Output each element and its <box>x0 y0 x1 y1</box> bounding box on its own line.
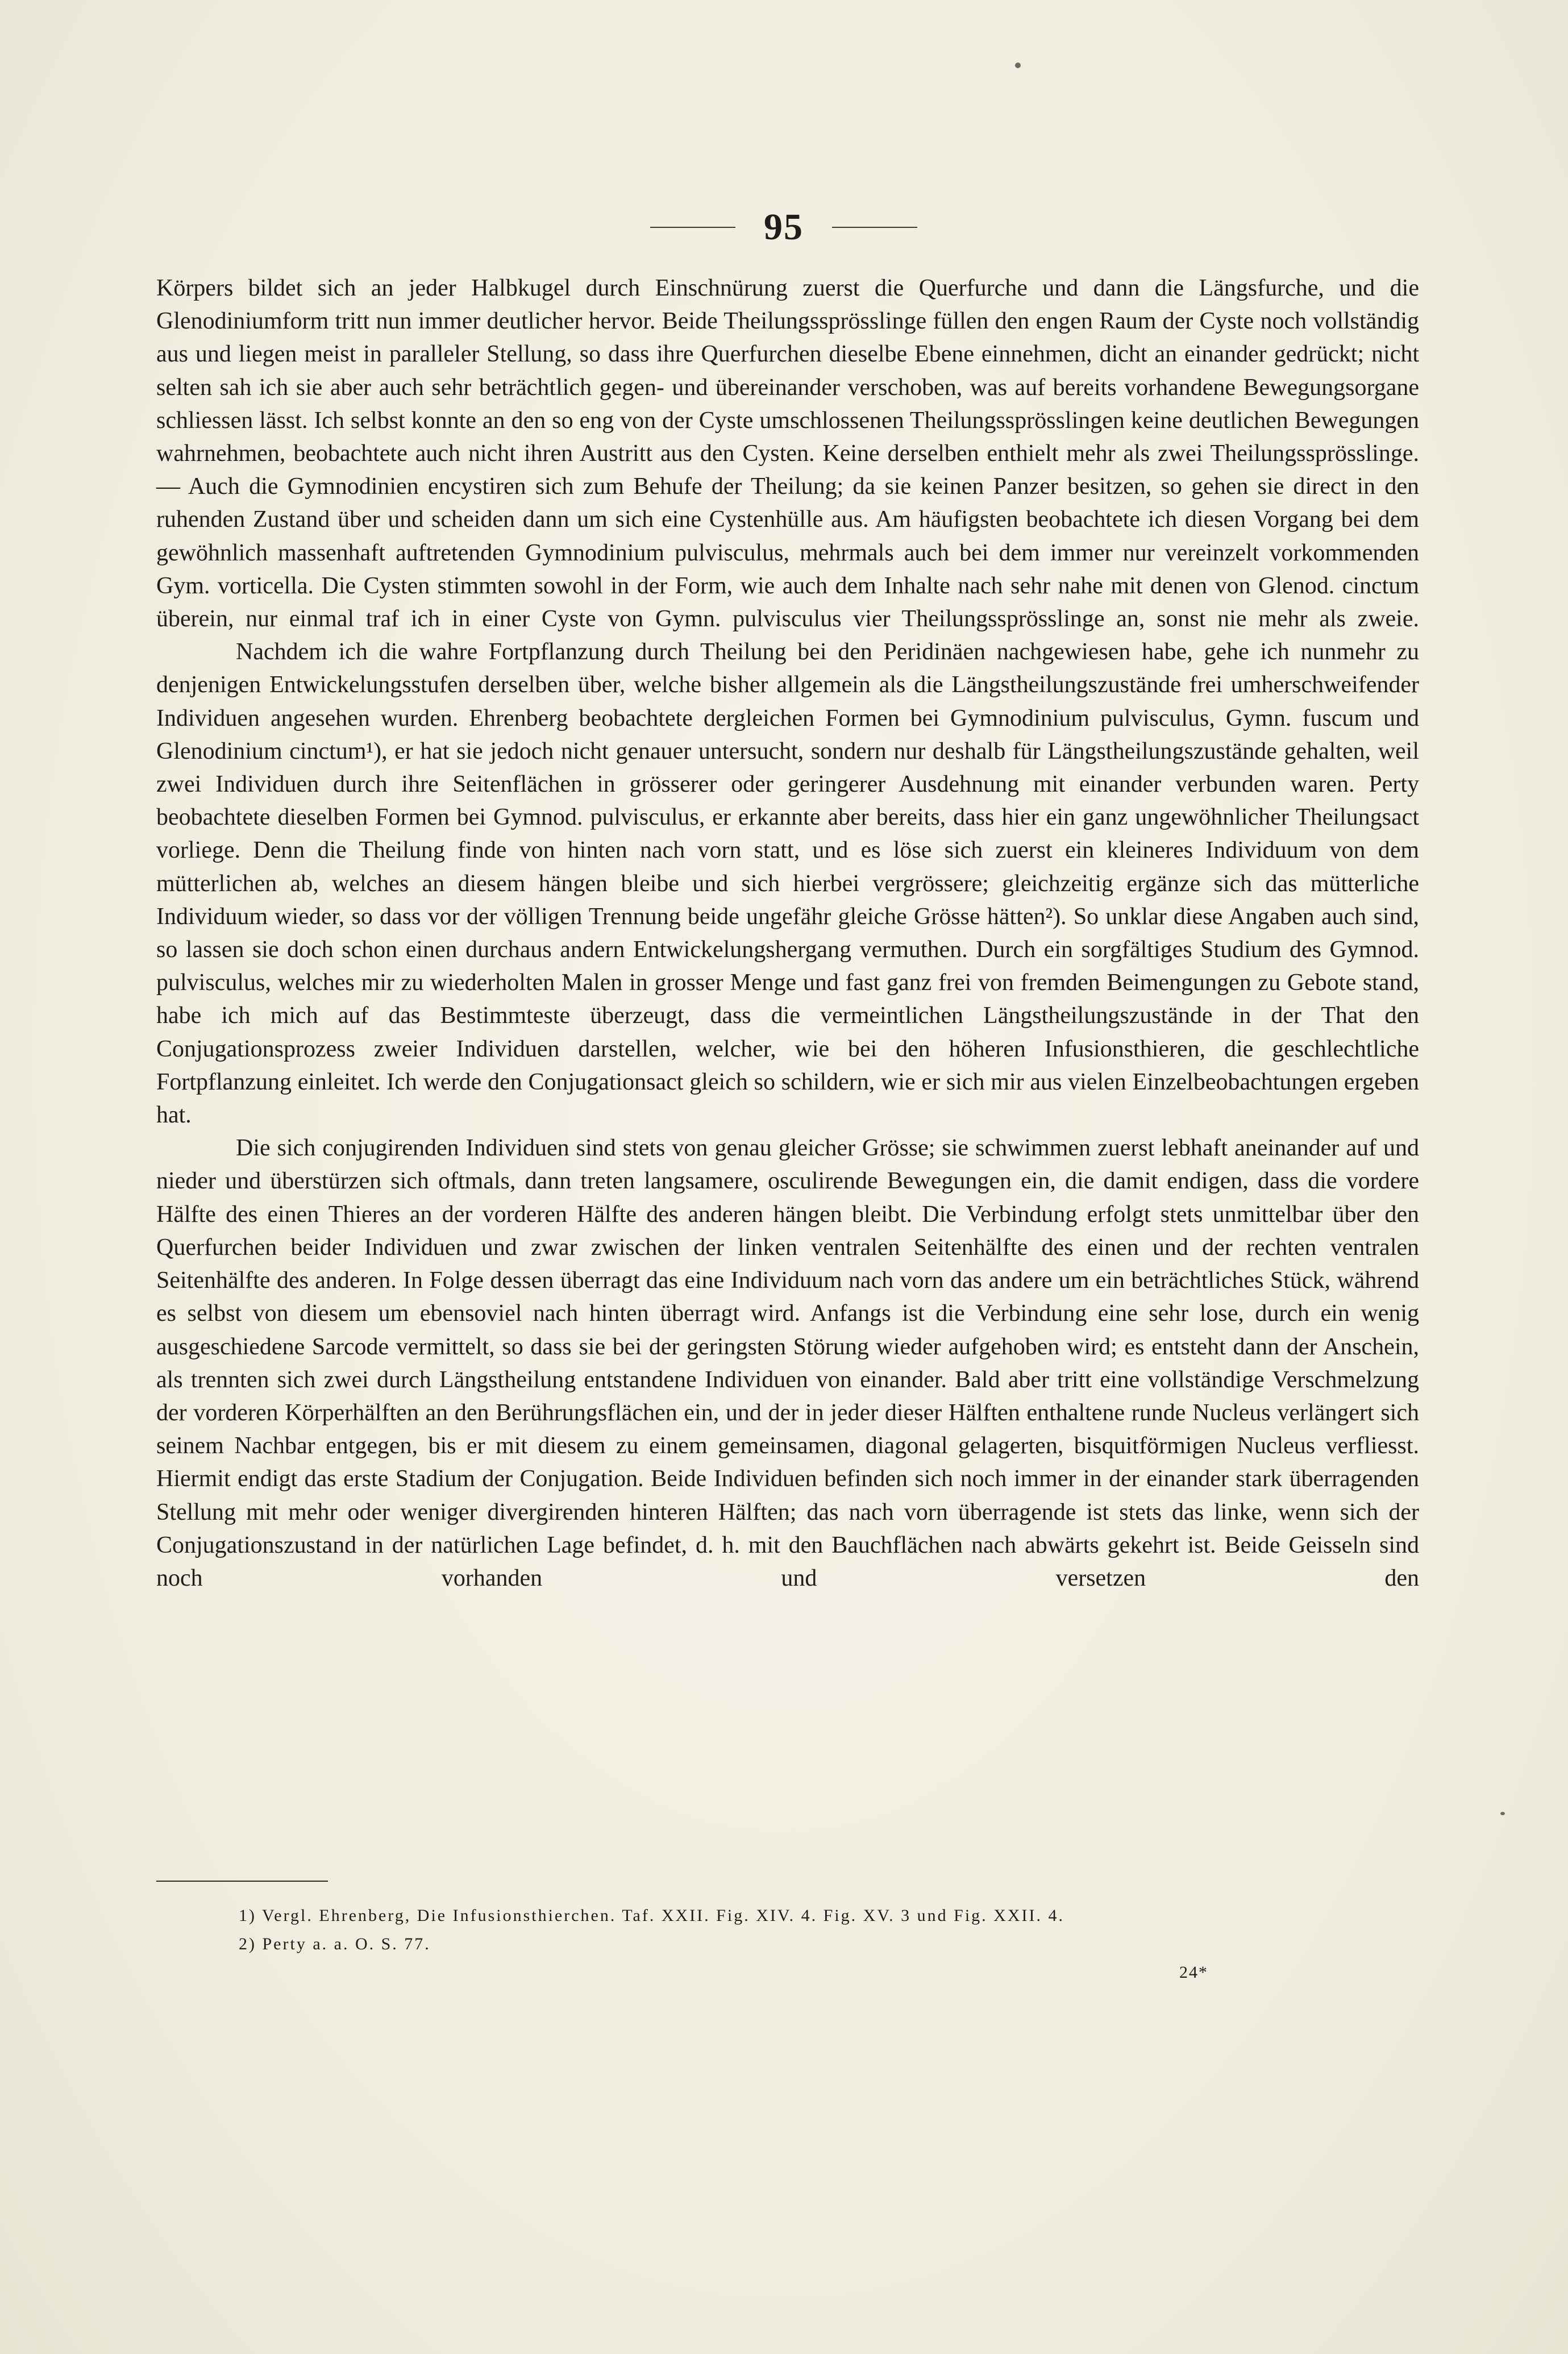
footnote-2: 2) Perty a. a. O. S. 77. <box>239 1935 431 1953</box>
paragraph-conjugation-intro: Nachdem ich die wahre Fortpflanzung durch Theilung bei den Peridinäen nachgewiesen habe, gehe ich nunmehr zu denjenigen Entwickelungsstufen derselben über, welche bisher allgemein als die Längstheilungszustände frei umherschweifender Individuen angesehen wurden. Ehrenberg beobachtete dergleichen Formen bei Gymnodinium pulvisculus, Gymn. fuscum und Glenodinium cinctum¹), er hat sie jedoch nicht genauer untersucht, sondern nur deshalb für Längstheilungszustände gehalten, weil zwei Individuen durch ihre Seitenflächen in grösserer oder geringerer Ausdehnung mit einander verbunden waren. Perty beobachtete dieselben Formen bei Gymnod. pulvisculus, er erkannte aber bereits, dass hier ein ganz ungewöhnlicher Theilungsact vorliege. Denn die Theilung finde von hinten nach vorn statt, und es löse sich zuerst ein kleineres Individuum von dem mütterlichen ab, welches an diesem hängen bleibe und sich hierbei vergrössere; gleichzeitig ergänze sich das mütterliche Individuum wieder, so dass vor der völligen Trennung beide ungefähr gleiche Grösse hätten²). So unklar diese Angaben auch sind, so lassen sie doch schon einen durchaus andern Entwickelungshergang vermuthen. Durch ein sorgfältiges Studium des Gymnod. pulvisculus, welches mir zu wiederholten Malen in grosser Menge und fast ganz frei von fremden Beimengungen zu Gebote stand, habe ich mich auf das Bestimmteste überzeugt, dass die vermeintlichen Längstheilungszustände in der That den Conjugationsprozess zweier Individuen darstellen, welcher, wie bei den höheren Infusionsthieren, die geschlechtliche Fortpflanzung einleitet. Ich werde den Conjugationsact gleich so schildern, wie er sich mir aus vielen Einzelbeobachtungen ergeben hat. <box>156 639 1419 1129</box>
paragraph-conjugation-description: Die sich conjugirenden Individuen sind stets von genau gleicher Grösse; sie schwimmen zuerst lebhaft aneinander auf und nieder und überstürzen sich oftmals, dann treten langsamere, osculirende Bewegungen ein, die damit endigen, dass die vordere Hälfte des einen Thieres an der vorderen Hälfte des anderen hängen bleibt. Die Verbindung erfolgt stets unmittelbar über den Querfurchen beider Individuen und zwar zwischen der linken ventralen Seitenhälfte des einen und der rechten ventralen Seitenhälfte des anderen. In Folge dessen überragt das eine Individuum nach vorn das andere um ein beträchtliches Stück, während es selbst von diesem um ebensoviel nach hinten überragt wird. Anfangs ist die Verbindung eine sehr lose, durch ein wenig ausgeschiedene Sarcode vermittelt, so dass sie bei der geringsten Störung wieder aufgehoben wird; es entsteht dann der Anschein, als trennten sich zwei durch Längstheilung entstandene Individuen von einander. Bald aber tritt eine vollständige Verschmelzung der vorderen Körperhälften an den Berührungsflächen ein, und der in jeder dieser Hälften enthaltene runde Nucleus verlängert sich seinem Nachbar entgegen, bis er mit diesem zu einem gemeinsamen, diagonal gelagerten, bisquitförmigen Nucleus verfliesst. Hiermit endigt das erste Stadium der Conjugation. Beide Individuen befinden sich noch immer in der einander stark überragenden Stellung mit mehr oder weniger divergirenden hinteren Hälften; das nach vorn überragende ist stets das linke, wenn sich der Conjugationszustand in der natürlichen Lage befindet, d. h. mit den Bauchflächen nach abwärts gekehrt ist. Beide Geisseln sind noch vorhanden und versetzen den <box>156 1135 1419 1591</box>
paper-speck <box>1015 63 1021 68</box>
paper-speck <box>1500 1812 1505 1815</box>
page-body <box>156 272 1419 1595</box>
page-number: 95 <box>764 206 804 248</box>
header-rule-right <box>832 227 917 228</box>
footnotes <box>239 1902 1319 1958</box>
footnote-1: 1) Vergl. Ehrenberg, Die Infusionsthierchen. Taf. XXII. Fig. XIV. 4. Fig. XV. 3 und Fig. XXII. 4. <box>239 1906 1064 1925</box>
signature-mark: 24* <box>1179 1963 1208 1982</box>
footnote-separator <box>156 1881 328 1882</box>
paragraph-continued: Körpers bildet sich an jeder Halbkugel durch Einschnürung zuerst die Querfurche und dann die Längsfurche, und die Glenodiniumform tritt nun immer deutlicher hervor. Beide Theilungssprösslinge füllen den engen Raum der Cyste noch vollständig aus und liegen meist in paralleler Stellung, so dass ihre Querfurchen dieselbe Ebene einnehmen, dicht an einander gedrückt; nicht selten sah ich sie aber auch sehr beträchtlich gegen- und übereinander verschoben, was auf bereits vorhandene Bewegungsorgane schliessen lässt. Ich selbst konnte an den so eng von der Cyste umschlossenen Theilungssprösslingen keine deutlichen Bewegungen wahrnehmen, beobachtete auch nicht ihren Austritt aus den Cysten. Keine derselben enthielt mehr als zwei Theilungssprösslinge. — Auch die Gymnodinien encystiren sich zum Behufe der Theilung; da sie keinen Panzer besitzen, so gehen sie direct in den ruhenden Zustand über und scheiden dann um sich eine Cystenhülle aus. Am häufigsten beobachtete ich diesen Vorgang bei dem gewöhnlich massenhaft auftretenden Gymnodinium pulvisculus, mehrmals auch bei dem immer nur vereinzelt vorkommenden Gym. vorticella. Die Cysten stimmten sowohl in der Form, wie auch dem Inhalte nach sehr nahe mit denen von Glenod. cinctum überein, nur einmal traf ich in einer Cyste von Gymn. pulvisculus vier Theilungssprösslinge an, sonst nie mehr als zweie. <box>156 275 1419 633</box>
page-header <box>642 202 926 253</box>
header-rule-left <box>650 227 735 228</box>
